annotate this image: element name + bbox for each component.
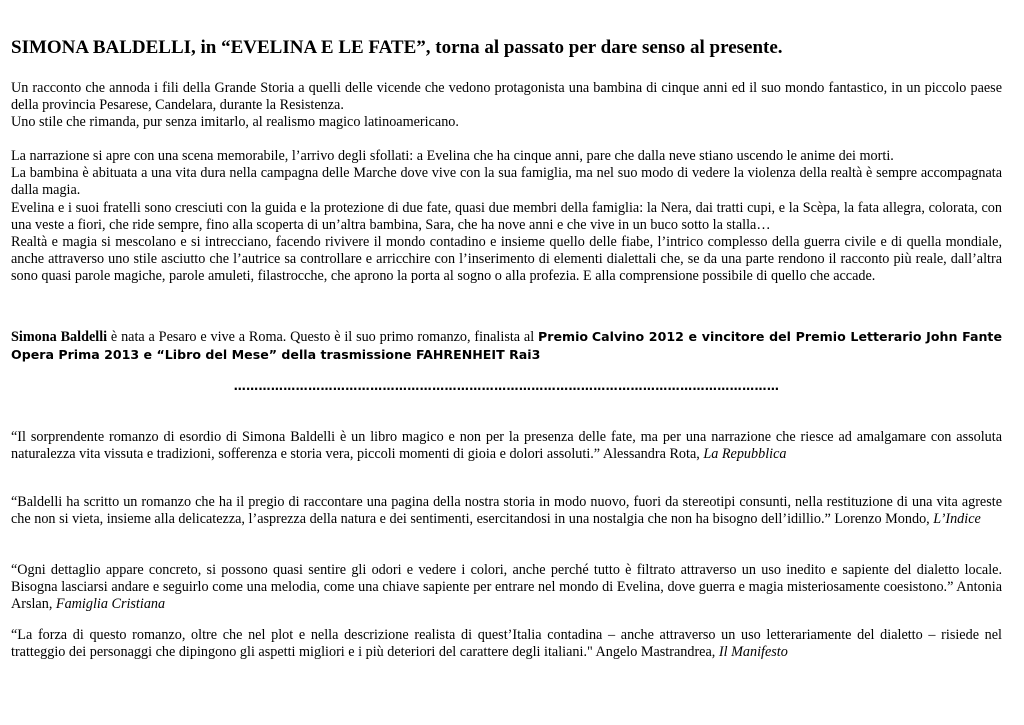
review-4-text: “La forza di questo romanzo, oltre che nel plot e nella descrizione realista di quest’Italia contadina – anche attraverso un uso letterariamente del dialetto – risiede nel tratteggio dei personaggi che dipingono gli aspetti migliori e i più deteriori del carattere degli italiani." Angelo Mastrandrea, (11, 627, 1002, 661)
narrative-text-3: Evelina e i suoi fratelli sono cresciuti con la guida e la protezione di due fate, quasi due membri della famiglia: la Nera, dai tratti cupi, e la Scèpa, la fata allegra, colorata, con una veste a fiori, che ride sempre, fino alla scoperta di un’altra bambina, Sara, che ha nove anni e che vive in un buco sotto la stalla… (11, 199, 1002, 233)
page-title: SIMONA BALDELLI, in “EVELINA E LE FATE”, torna al passato per dare senso al presente. (11, 37, 783, 58)
author-bio (11, 328, 1002, 364)
review-1-source: La Repubblica (703, 446, 787, 463)
narrative-text-2: La bambina è abituata a una vita dura nella campagna delle Marche dove vive con la sua famiglia, ma nel suo modo di vedere la violenza della realtà è sempre accompagnata dalla magia. (11, 165, 1002, 199)
review-2-source: L’Indice (933, 511, 981, 528)
review-1-text: “Il sorprendente romanzo di esordio di Simona Baldelli è un libro magico e non per la presenza delle fate, ma per una narrazione che riesce ad amalgamare con assoluta naturalezza vita vissuta e tradizioni, sofferenza e storia vera, piccoli momenti di gioia e dolori assoluti.” Alessandra Rota, (11, 429, 1002, 463)
author-text: è nata a Pesaro e vive a Roma. Questo è il suo primo romanzo, finalista al (107, 329, 538, 345)
narrative-text-1: La narrazione si apre con una scena memorabile, l’arrivo degli sfollati: a Evelina che ha cinque anni, pare che dalla neve stiano uscendo le anime dei morti. (11, 148, 894, 164)
review-3-text: “Ogni dettaglio appare concreto, si possono quasi sentire gli odori e vedere i colori, anche perché tutto è filtrato attraverso un uso inedito e sapiente del dialetto locale. Bisogna lasciarsi andare e seguirlo come una melodia, come una chiave sapiente per entrare nel mondo di Evelina, dove guerra e magia misteriosamente coesistono.” Antonia Arslan, (11, 562, 1002, 613)
review-3 (11, 562, 1002, 614)
prize-details: Calvino 2012 e vincitore del Premio Letterario John Fante Opera Prima 2013 e “Libro del Mese” della trasmissione FAHRENHEIT Rai3 (11, 329, 1002, 363)
review-3-source: Famiglia Cristiana (55, 596, 166, 613)
review-4-source: Il Manifesto (718, 644, 788, 661)
review-2-text: “Baldelli ha scritto un romanzo che ha il pregio di raccontare una pagina della nostra storia in modo nuovo, fuori da stereotipi consunti, nella restituzione di una vita agreste che non si vieta, insieme alla delicatezza, l’asprezza della natura e dei sentimenti, esercitandosi in una nostalgia che non ha bisogno dell’idillio.” Lorenzo Mondo, (11, 494, 1002, 528)
author-name: Simona Baldelli (11, 329, 108, 345)
review-2 (11, 494, 1002, 528)
intro-paragraph (11, 80, 1002, 132)
intro-text-2: Uno stile che rimanda, pur senza imitarlo, al realismo magico latinoamericano. (11, 114, 459, 131)
separator-dots: …………………………………………………………………………………………………………………… (233, 379, 780, 393)
narrative-text-4: Realtà e magia si mescolano e si intrecciano, facendo rivivere il mondo contadino e insieme quello delle fiabe, l’intrico complesso della guerra civile e di quella mondiale, anche attraverso uno stile asciutto che l’autrice sa controllare e arricchire con l’inserimento di elementi dialettali che, se da una parte rendono il racconto più reale, dall’altra sono quasi parole magiche, parole amuleti, filastrocche, che aprono la porta al sogno o alla profezia. E alla comprensione possibile di quello che accade. (11, 234, 1002, 285)
intro-text-1: Un racconto che annoda i fili della Grande Storia a quelli delle vicende che vedono protagonista una bambina di cinque anni ed il suo mondo fantastico, in un piccolo paese della provincia Pesarese, Candelara, durante la Resistenza. (11, 80, 1002, 114)
prize-label: Premio (538, 329, 589, 344)
narrative-block (11, 148, 1002, 286)
review-4 (11, 627, 1002, 661)
review-1 (11, 429, 1002, 463)
